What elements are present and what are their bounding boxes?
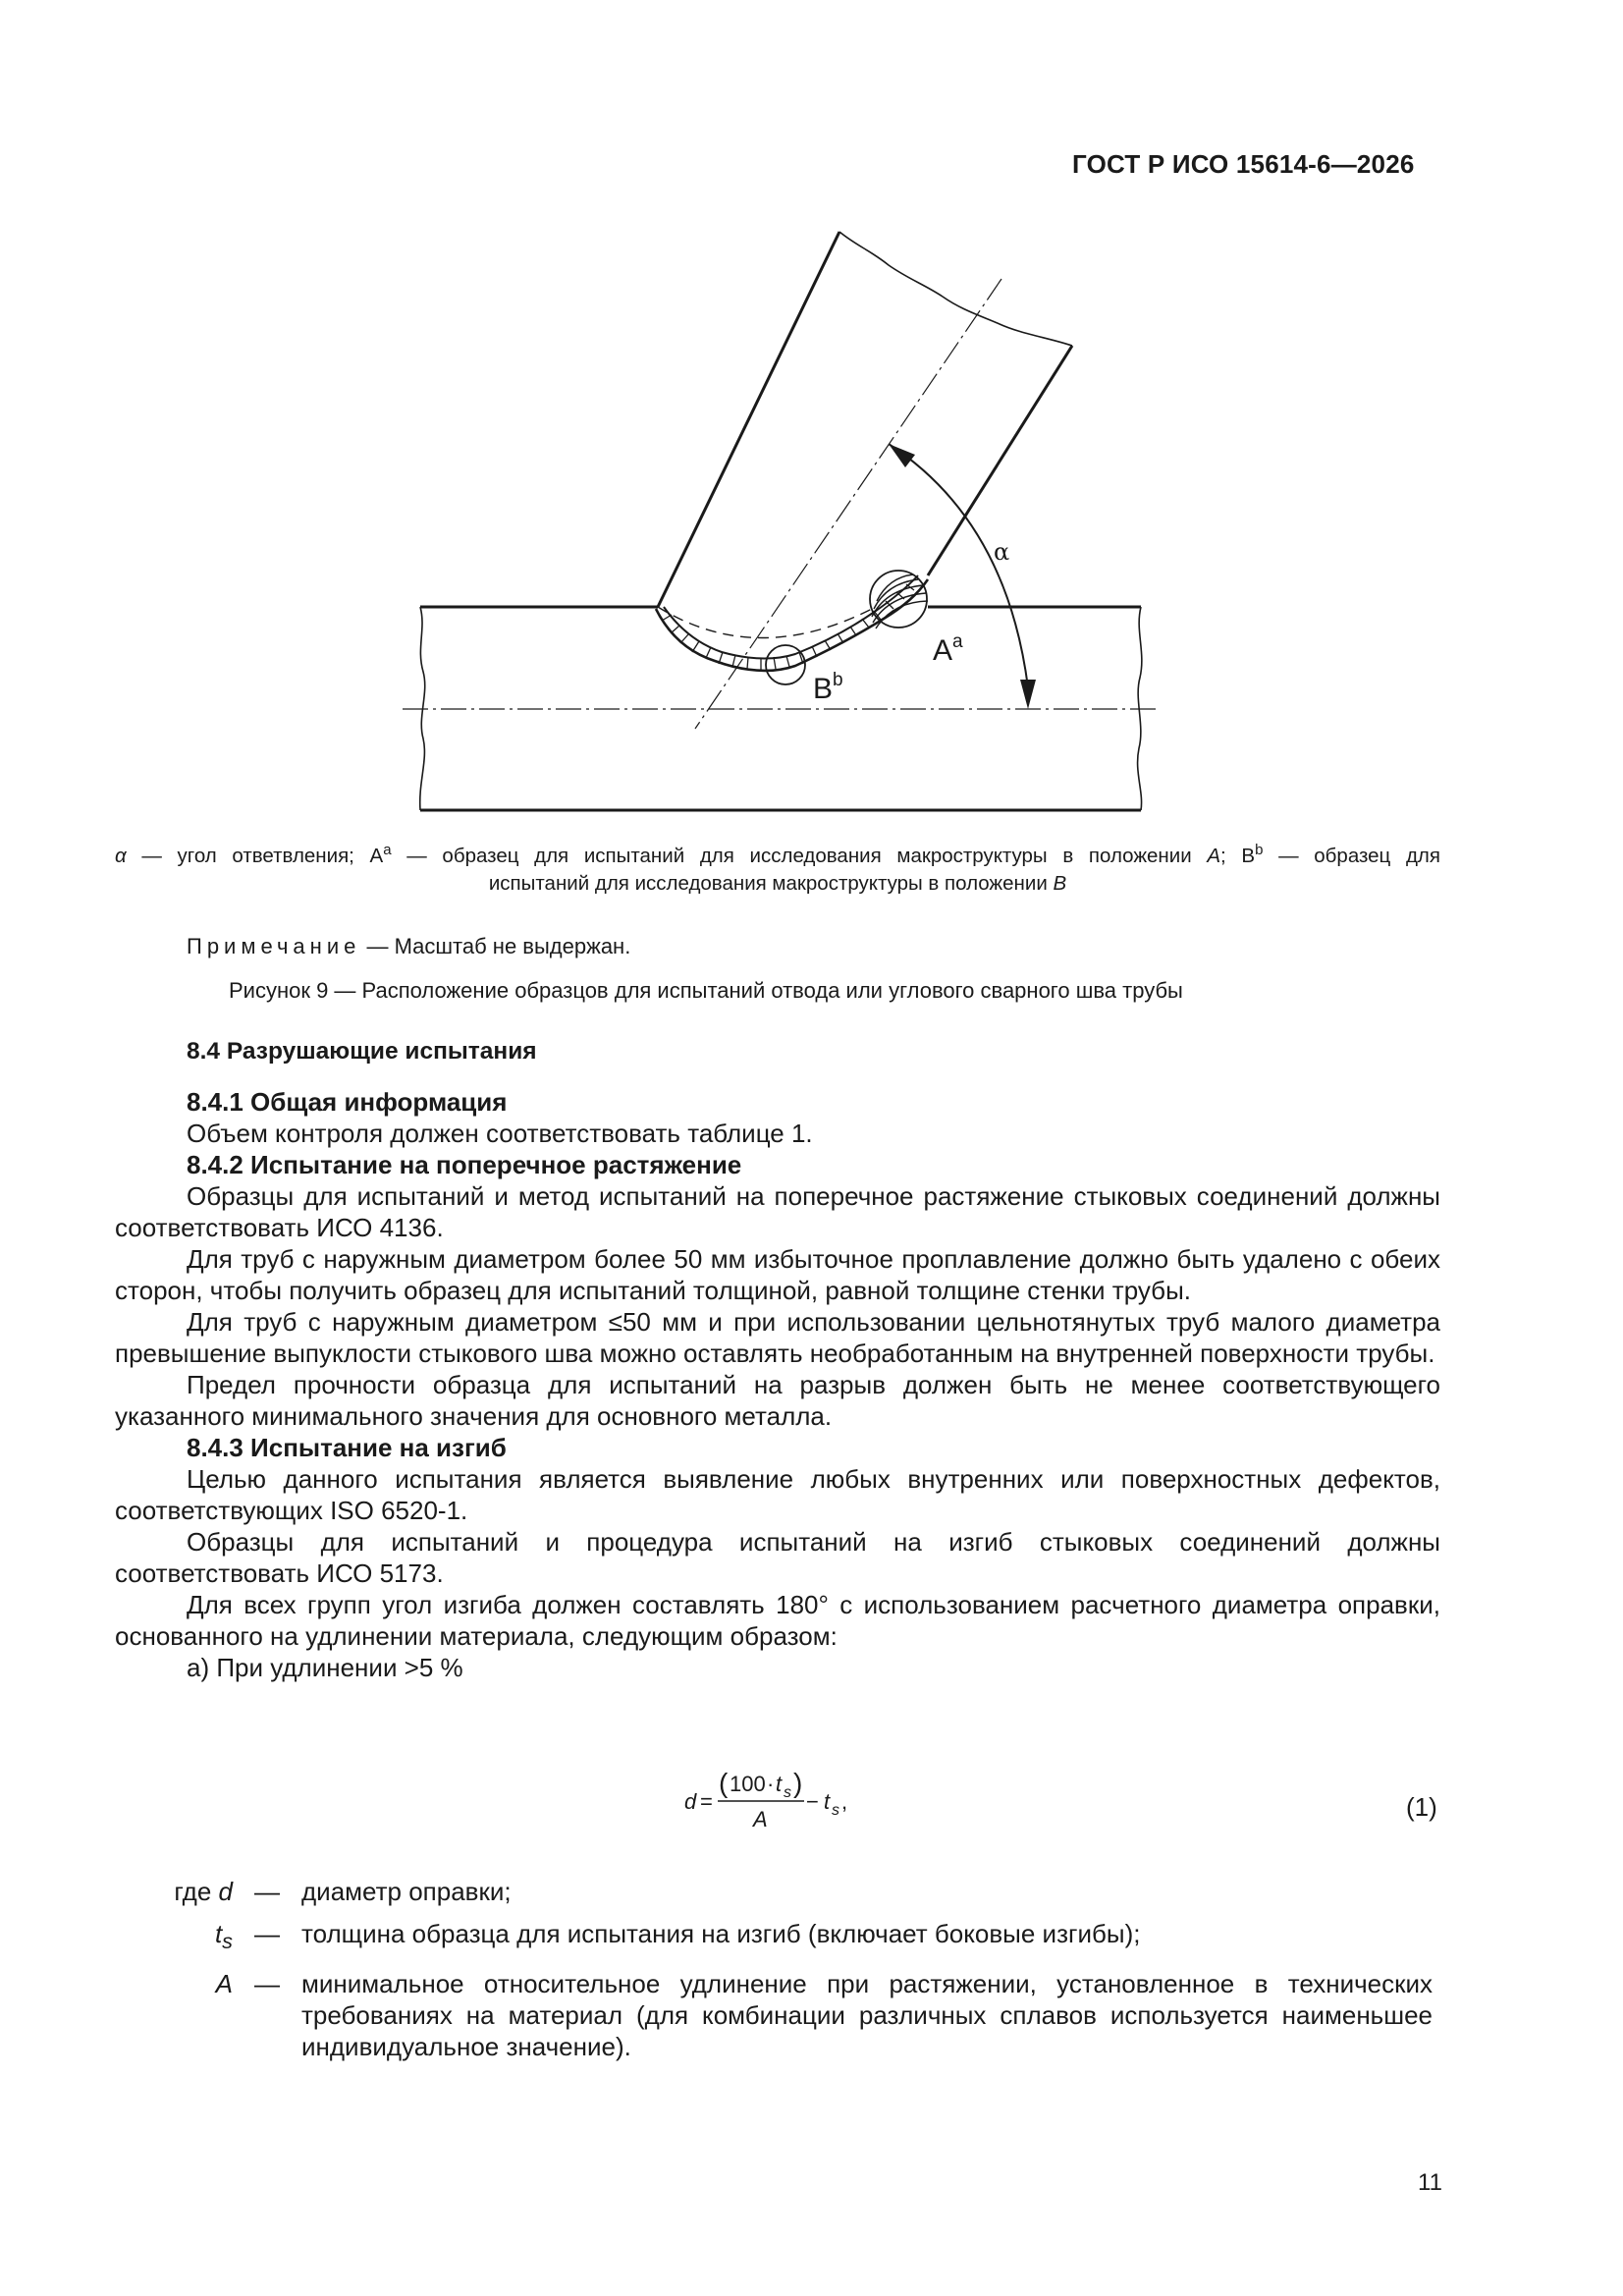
where-symbol: d [218, 1877, 233, 1906]
where-description: толщина образца для испытания на изгиб (включает боковые изгибы); [301, 1919, 1141, 1948]
position-A-label: $A^a$ [933, 631, 963, 667]
branch-left-wall [658, 232, 839, 607]
formula-minus: − [806, 1789, 819, 1814]
paragraph: Объем контроля должен соответствовать таблице 1. [187, 1119, 813, 1148]
formula-num-s: s [784, 1784, 791, 1801]
alpha-arrow-bottom [1020, 680, 1036, 709]
note-text: — Масштаб не выдержан. [360, 934, 631, 958]
where-item: A — минимальное относительное удлинение при растяжении, установленное в технических требованиях на материал (для комбинации различных сплавов используется наименьшее индивидуальное значение). [115, 1968, 1440, 2062]
where-description: диаметр оправки; [301, 1877, 512, 1906]
where-symbol: t [214, 1919, 223, 1948]
figure-legend [115, 843, 1440, 898]
formula-num-t: t [776, 1772, 783, 1796]
formula-comma: , [841, 1789, 848, 1814]
where-symbol: A [215, 1969, 233, 1999]
position-B-label: $B^b$ [813, 670, 843, 705]
where-item: $t_s$ — толщина образца для испытания на изгиб (включает боковые изгибы); [115, 1918, 1440, 1957]
formula-dot: · [767, 1772, 775, 1796]
list-item-a: а) При удлинении >5 % [187, 1653, 463, 1682]
formula-1 [682, 1768, 918, 1836]
paragraph: Предел прочности образца для испытаний на разрыв должен быть не менее соответствующего указанного минимального значения для основного металла. [115, 1370, 1440, 1431]
section-heading-8-4-2: 8.4.2 Испытание на поперечное растяжение [187, 1150, 742, 1179]
alpha-label: α [994, 538, 1010, 566]
figure-legend-line-2: испытаний для исследования макроструктуры в положении B [488, 872, 1067, 895]
section-heading-8-4-1: 8.4.1 Общая информация [187, 1087, 508, 1117]
where-item: где d — диаметр оправки; [115, 1876, 1440, 1907]
paragraph: Для всех групп угол изгиба должен составлять 180° с использованием расчетного диаметра оправки, основанного на удлинении материала, следующим образом: [115, 1590, 1440, 1651]
alpha-arrow-top [889, 444, 915, 467]
formula-equals: = [700, 1789, 713, 1814]
standard-code: ГОСТ Р ИСО 15614-6—2026 [1072, 149, 1415, 179]
formula-d: d [684, 1789, 697, 1814]
paragraph: Для труб с наружным диаметром более 50 мм избыточное проплавление должно быть удалено с обеих сторон, чтобы получить образец для испытаний толщиной, равной толщине стенки трубы. [115, 1244, 1440, 1305]
note-label: Примечание [187, 934, 361, 958]
figure-caption: Рисунок 9 — Расположение образцов для испытаний отвода или углового сварного шва трубы [229, 978, 1183, 1003]
paragraph: Целью данного испытания является выявление любых внутренних или поверхностных дефектов, соответствующих ISO 6520-1. [115, 1464, 1440, 1525]
page-number: 11 [1418, 2169, 1442, 2196]
formula-100: 100 [730, 1772, 766, 1796]
formula-t: t [824, 1789, 831, 1814]
section-heading-8-4-3: 8.4.3 Испытание на изгиб [187, 1433, 507, 1462]
figure-9-diagram [403, 226, 1159, 815]
where-description: минимальное относительное удлинение при растяжении, установленное в технических требованиях на материал (для комбинации различных сплавов используется наименьшее индивидуальное значение). [301, 1969, 1433, 2062]
paragraph: Образцы для испытаний и процедура испытаний на изгиб стыковых соединений должны соответствовать ИСО 5173. [115, 1527, 1440, 1588]
formula-where-list [115, 1876, 1440, 2073]
figure-legend-line-1: α — угол ответвления; $A^a$ — образец для испытаний для исследования макроструктуры в положении A; $B^b$ — образец для [115, 842, 1440, 867]
formula-paren-open: ( [719, 1768, 729, 1798]
section-heading-8-4: 8.4 Разрушающие испытания [187, 1038, 537, 1065]
formula-paren-close: ) [793, 1768, 803, 1798]
section-8-4-body [115, 1086, 1440, 1683]
paragraph: Для труб с наружным диаметром ≤50 мм и при использовании цельнотянутых труб малого диаметра превышение выпуклости стыкового шва можно оставлять необработанным на внутренней поверхности трубы. [115, 1307, 1440, 1368]
formula-denominator-A: A [753, 1807, 768, 1831]
paragraph: Образцы для испытаний и метод испытаний на поперечное растяжение стыковых соединений должны соответствовать ИСО 4136. [115, 1181, 1440, 1242]
branch-break [839, 232, 1072, 346]
formula-t-sub-s: s [832, 1802, 839, 1819]
formula-number: (1) [1406, 1792, 1437, 1822]
figure-note [187, 934, 630, 959]
